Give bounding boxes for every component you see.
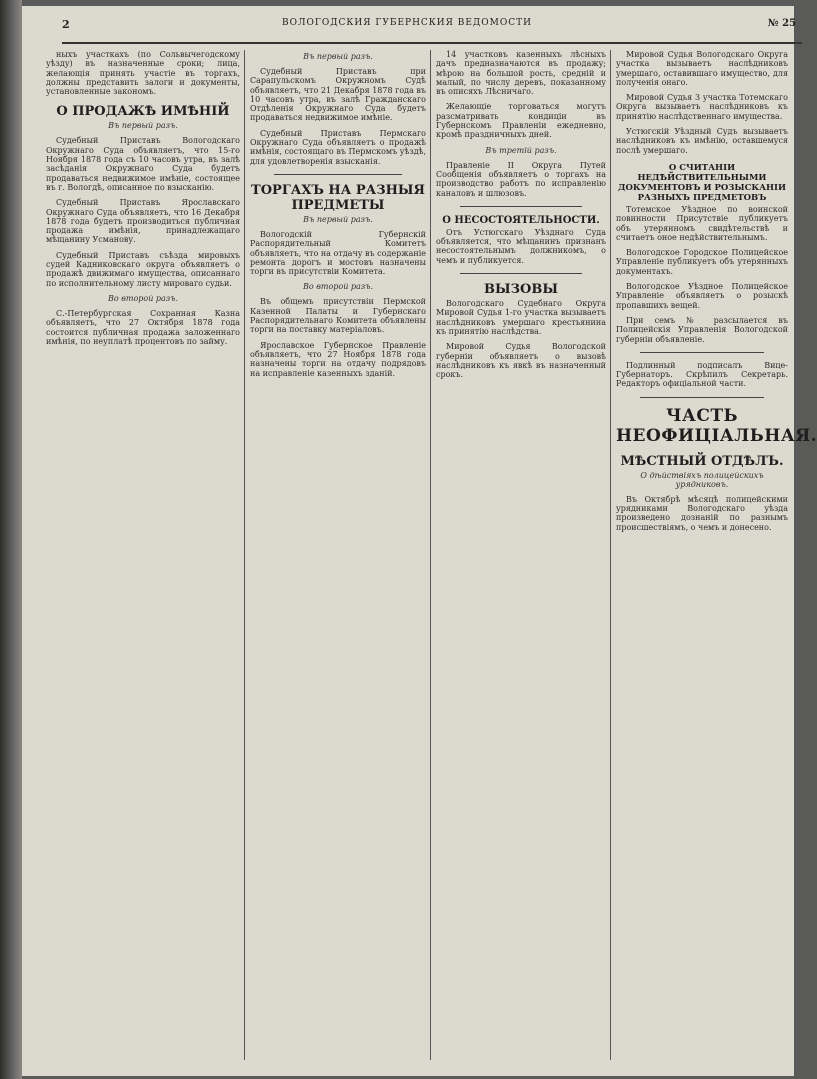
column-divider-2 bbox=[430, 50, 431, 1060]
col3-paragraph-2: Желающіе торговаться могутъ разсматривать кондиціи въ Губернскомъ Правленіи ежедневно, кромѣ праздничныхъ дней. bbox=[436, 102, 606, 140]
col1-paragraph-3: Судебный Приставъ Ярославскаго Окружнаго Суда объявляетъ, что 16 Декабря 1878 года будетъ производиться публичная продажа имѣнія, принадлежащаго мѣщанину Усманову. bbox=[46, 198, 240, 245]
col3-paragraph-1: 14 участковъ казенныхъ лѣсныхъ дачъ предназначаются въ продажу; мѣрою на большой рость, средній и малый, по числу деревъ, показанному въ описяхъ Лѣсничаго. bbox=[436, 50, 606, 97]
col4-heading-documents: О СЧИТАНІИ НЕДѢЙСТВИТЕЛЬНЫМИ ДОКУМЕНТОВЪ И РОЗЫСКАНІИ РАЗНЫХЪ ПРЕДМЕТОВЪ bbox=[617, 162, 787, 203]
col2-heading-auctions: ТОРГАХЪ НА РАЗНЫЯ ПРЕДМЕТЫ bbox=[251, 182, 425, 213]
column-divider-3 bbox=[610, 50, 611, 1060]
column-3 bbox=[436, 50, 606, 1060]
column-2 bbox=[250, 50, 426, 1060]
col3-heading-summons: ВЫЗОВЫ bbox=[484, 282, 558, 298]
col2-subheading-2: Въ первый разъ. bbox=[303, 214, 373, 224]
page-number: 2 bbox=[62, 18, 70, 31]
col1-paragraph-2: Судебный Приставъ Вологодскаго Окружнаго Суда объявляетъ, что 15-го Ноября 1878 года съ 10 часовъ утра, въ залѣ засѣданія Окружнаго Суда будетъ продаваться недвижимое имѣніе, состоящее въ г. Вологдѣ, описанное по взысканію. bbox=[46, 136, 240, 192]
col1-paragraph-5: С.-Петербургская Сохранная Казна объявляетъ, что 27 Октября 1878 года состоится публичная продажа заложеннаго имѣнія, по неуплатѣ процентовъ по займу. bbox=[46, 308, 240, 346]
col4-paragraph-4: Тотемское Уѣздное по воинской повинности Присутствіе публикуетъ объ утерянномъ свидѣтельствѣ и считаетъ оное недѣйствительнымъ. bbox=[616, 204, 788, 242]
column-4 bbox=[616, 50, 817, 1060]
col4-heading-local-section: МѢСТНЫЙ ОТДѢЛЪ. bbox=[620, 453, 784, 469]
col1-subheading-2: Во второй разъ. bbox=[107, 293, 179, 303]
col4-signature-block: Подлинный подписалъ Вице-Губернаторъ. Скрѣпилъ Секретарь. Редакторъ офиціальной части. bbox=[616, 360, 788, 389]
col3-paragraph-5: Вологодскаго Судебнаго Округа Мировой Судья 1-го участка вызываетъ наслѣдниковъ умершаго крестьянина къ принятію наслѣдства. bbox=[436, 299, 606, 336]
col4-paragraph-1: Мировой Судья Вологодскаго Округа участка вызываетъ наслѣдниковъ умершаго, оставившаго имущество, для полученія онаго. bbox=[616, 50, 788, 87]
col4-paragraph-6: Вологодское Уѣздное Полицейское Управленіе объявляетъ о розыскѣ пропавшихъ вещей. bbox=[616, 282, 788, 310]
col2-paragraph-4: Въ общемъ присутствіи Пермской Казенной Палаты и Губернскаго Распорядительнаго Комитета объявлены торги на поставку матеріаловъ. bbox=[250, 297, 426, 335]
page-header bbox=[62, 16, 802, 44]
col4-paragraph-3: Устюгскій Уѣздный Судъ вызываетъ наслѣдниковъ къ имѣнію, оставшемуся послѣ умершаго. bbox=[616, 127, 788, 155]
col3-heading-insolvency: О НЕСОСТОЯТЕЛЬНОСТИ. bbox=[442, 214, 600, 226]
col4-heading-unofficial-part: ЧАСТЬ НЕОФИЦІАЛЬНАЯ. bbox=[616, 405, 817, 446]
col3-paragraph-6: Мировой Судья Вологодской губерніи объявляетъ о вызовѣ наслѣдниковъ къ явкѣ въ назначенный срокъ. bbox=[436, 342, 606, 380]
col1-paragraph-1: ныхъ участкахъ (по Сольвычегодскому уѣзду) въ назначенные сроки; лица, желающія принять участіе въ торгахъ, должны представить залоги и документы, установленные закономъ. bbox=[46, 50, 240, 97]
col4-paragraph-2: Мировой Судья 3 участка Тотемскаго Округа вызываетъ наслѣдниковъ къ принятію наслѣдственнаго имущества. bbox=[616, 93, 788, 121]
col1-paragraph-4: Судебный Приставъ съѣзда мировыхъ судей Кадниковскаго округа объявляетъ о продажѣ движимаго имущества, описаннаго по исполнительному листу мироваго судьи. bbox=[46, 250, 240, 288]
col4-paragraph-7: При семъ № разсылается въ Полицейскія Управленія Вологодской губерніи объявленіе. bbox=[616, 315, 788, 344]
col1-subheading-1: Въ первый разъ. bbox=[108, 121, 178, 131]
col3-paragraph-3: Правленіе II Округа Путей Сообщенія объявляетъ о торгахъ на производство работъ по исправленію каналовъ и шлюзовъ. bbox=[436, 160, 606, 198]
col4-paragraph-9: Въ Октябрѣ мѣсяцѣ полицейскими урядниками Вологодскаго уѣзда произведено дознаній по разнымъ происшествіямъ, о чемъ и донесено. bbox=[616, 494, 788, 532]
col4-subheading-1: О дѣйствіяхъ полицейскихъ урядниковъ. bbox=[640, 470, 764, 489]
col3-paragraph-4: Отъ Устюгскаго Уѣзднаго Суда объявляется, что мѣщанинъ признанъ несостоятельнымъ должникомъ, о чемъ и публикуется. bbox=[436, 227, 606, 265]
issue-number: № 25 bbox=[767, 18, 796, 29]
newspaper-title: ВОЛОГОДСКИЯ ГУБЕРНСКИЯ ВЕДОМОСТИ bbox=[282, 18, 532, 28]
col2-subheading-3: Во второй разъ. bbox=[302, 282, 374, 292]
col2-paragraph-5: Ярославское Губернское Правленіе объявляетъ, что 27 Ноября 1878 года назначены торги на отдачу подрядовъ на исправленіе казенныхъ зданій. bbox=[250, 340, 426, 378]
col2-paragraph-2: Судебный Приставъ Пермскаго Окружнаго Суда объявляетъ о продажѣ имѣнія, состоящаго въ Пермскомъ уѣздѣ, для удовлетворенія взысканія. bbox=[250, 128, 426, 166]
col4-rule-1 bbox=[640, 352, 764, 353]
col4-paragraph-5: Вологодское Городское Полицейское Управленіе публикуетъ объ утерянныхъ документахъ. bbox=[616, 248, 788, 276]
column-divider-1 bbox=[244, 50, 245, 1060]
col3-rule-1 bbox=[460, 206, 582, 207]
newspaper-page bbox=[22, 6, 817, 1076]
col3-subheading-1: Въ третій разъ. bbox=[485, 145, 557, 155]
col2-paragraph-3: Вологодскій Губернскій Распорядительный Комитетъ объявляетъ, что на отдачу въ содержаніе ремонта дорогъ и мостовъ назначены торги въ присутствіи Комитета. bbox=[250, 229, 426, 277]
col2-paragraph-1: Судебный Приставъ при Сарапульскомъ Окружномъ Судѣ объявляетъ, что 21 Декабря 1878 года въ 10 часовъ утра, въ залѣ Гражданскаго Отдѣленія Окружнаго Суда будетъ продаваться недвижимое имѣніе. bbox=[250, 67, 426, 123]
page-binding bbox=[0, 0, 22, 1079]
col2-rule-1 bbox=[274, 174, 402, 175]
col3-rule-2 bbox=[460, 273, 582, 274]
col1-heading-property-sale: О ПРОДАЖѢ ИМѢНІЙ bbox=[56, 104, 230, 120]
col4-rule-2 bbox=[640, 397, 764, 398]
column-1 bbox=[46, 50, 240, 1060]
col2-subheading-1: Въ первый разъ. bbox=[303, 52, 373, 61]
